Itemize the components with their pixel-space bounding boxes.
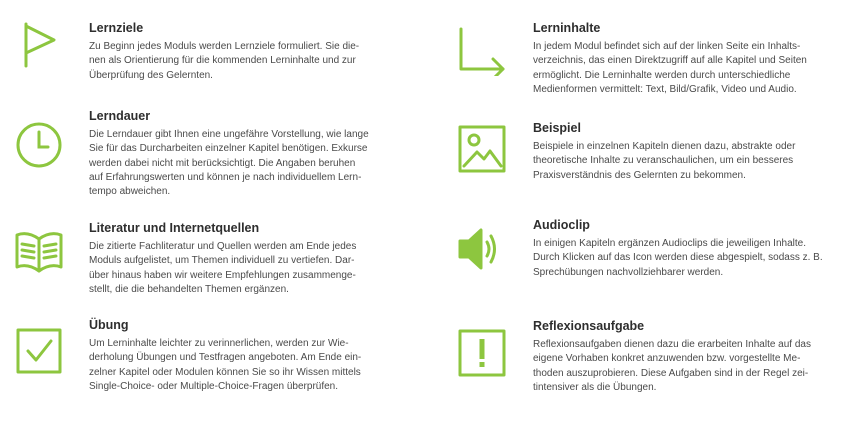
item-title: Übung bbox=[89, 318, 129, 332]
item-title: Reflexionsaufgabe bbox=[533, 319, 645, 333]
speaker-icon bbox=[457, 224, 507, 274]
checkbox-icon bbox=[14, 326, 64, 376]
exclamation-box-icon bbox=[457, 328, 507, 378]
item-uebung bbox=[89, 318, 419, 394]
image-icon bbox=[457, 124, 507, 174]
item-literatur bbox=[89, 221, 419, 297]
item-lerndauer bbox=[89, 109, 419, 199]
item-title: Beispiel bbox=[533, 121, 581, 135]
item-title: Audioclip bbox=[533, 218, 590, 232]
item-text: Die Lerndauer gibt Ihnen eine ungefähre Vorstellung, wie lange Sie für das Durcharbeiten einzelner Kapitel benötigen. Exkurse werden dabei nicht mit berücksichtigt. Die Angaben beruhen auf Erfahrungswerten und können je nach individuellem Lern- tempo abweichen. bbox=[89, 129, 369, 198]
item-text: Zu Beginn jedes Moduls werden Lernziele formuliert. Sie die- nen als Orientierung für die kommenden Lerninhalte und zur Überprüfung des Gelernten. bbox=[89, 41, 360, 81]
turn-arrow-icon bbox=[457, 26, 507, 76]
item-title: Lerndauer bbox=[89, 109, 151, 123]
item-text: Beispiele in einzelnen Kapiteln dienen dazu, abstrakte oder theoretische Inhalte zu veranschaulichen, um ein besseres Praxisverständnis des Gelernten zu bekommen. bbox=[533, 141, 796, 181]
item-text: In jedem Modul befindet sich auf der linken Seite ein Inhalts- verzeichnis, das einen Direktzugriff auf alle Kapitel und Seiten ermöglicht. Die Lerninhalte werden durch unterschiedliche Medienformen vermittelt: Text, Bild/Grafik, Video und Audio. bbox=[533, 41, 807, 95]
item-text: Um Lerninhalte leichter zu verinnerlichen, werden zur Wie- derholung Übungen und Testfragen angeboten. Am Ende ein- zelner Kapitel oder Modulen können Sie so ihr Wissen mittels Single-Choice- oder Multiple-Choice-Fragen überprüfen. bbox=[89, 338, 362, 392]
item-text: Die zitierte Fachliteratur und Quellen werden am Ende jedes Moduls aufgelistet, um Themen individuell zu vertiefen. Dar- über hinaus haben wir weitere Empfehlungen zusammenge- stellt, die die behandelten Themen ergänzen. bbox=[89, 241, 357, 295]
item-beispiel bbox=[533, 121, 850, 183]
item-title: Literatur und Internetquellen bbox=[89, 221, 260, 235]
item-lernziele bbox=[89, 21, 419, 83]
item-title: Lernziele bbox=[89, 21, 144, 35]
item-text: Reflexionsaufgaben dienen dazu die erarbeiten Inhalte auf das eigene Vorhaben konkret anzuwenden bzw. vorgestellte Me- thoden auszuprobieren. Diese Aufgaben sind in der Regel zei- tintensiver als die Übungen. bbox=[533, 339, 811, 393]
flag-icon bbox=[14, 20, 64, 70]
item-lerninhalte bbox=[533, 21, 850, 97]
item-audioclip bbox=[533, 218, 850, 280]
item-title: Lerninhalte bbox=[533, 21, 601, 35]
item-reflexionsaufgabe bbox=[533, 319, 850, 395]
item-text: In einigen Kapiteln ergänzen Audioclips die jeweiligen Inhalte. Durch Klicken auf das Icon werden diese abgespielt, sodass z. B. Sprechübungen nachvollziehbarer werden. bbox=[533, 238, 823, 278]
open-book-icon bbox=[14, 226, 64, 276]
clock-icon bbox=[14, 120, 64, 170]
